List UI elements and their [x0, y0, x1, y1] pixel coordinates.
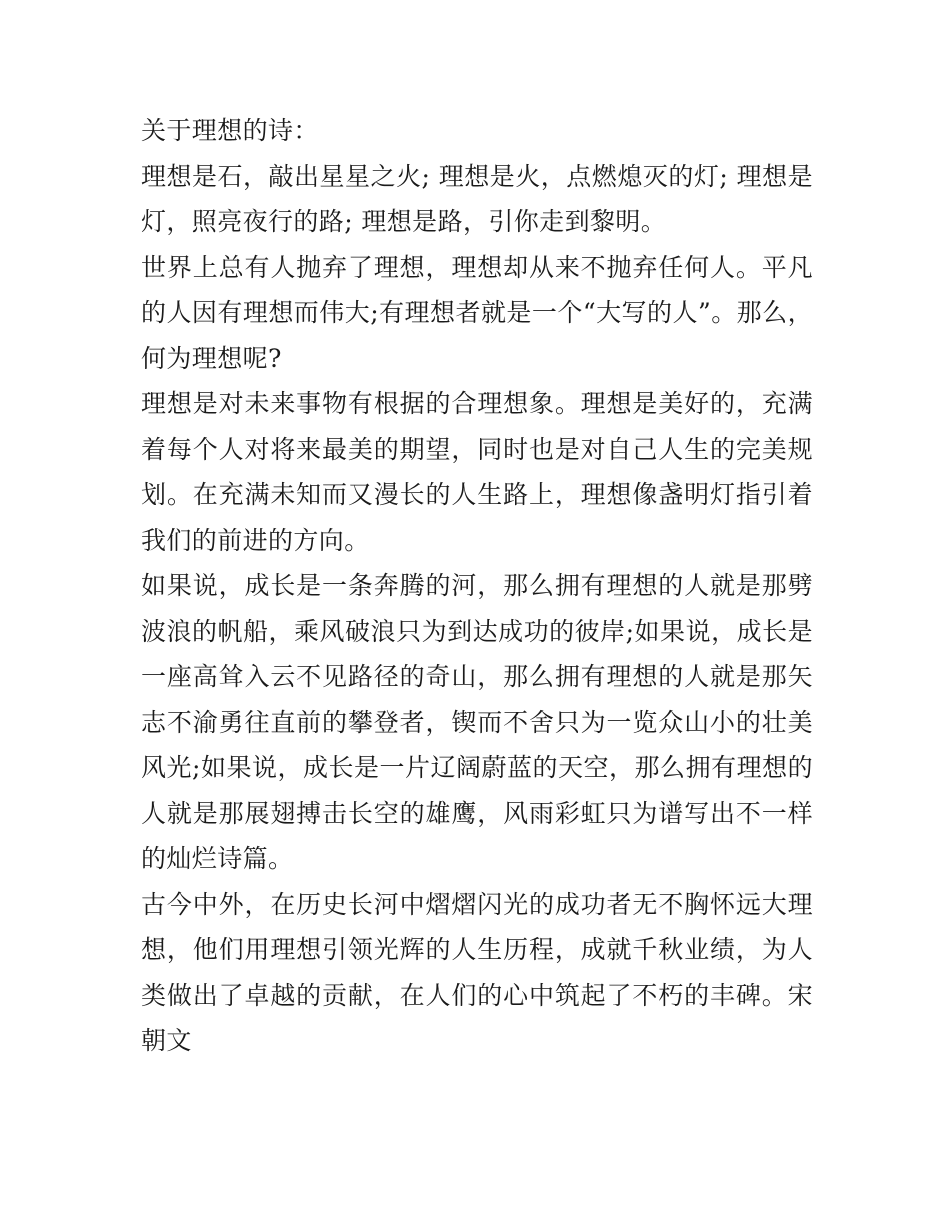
paragraph-poem: 理想是石，敲出星星之火; 理想是火，点燃熄灭的灯; 理想是灯，照亮夜行的路; 理想是路，引你走到黎明。 [141, 161, 813, 236]
document-body [141, 108, 813, 1064]
paragraph-intro: 世界上总有人抛弃了理想，理想却从来不抛弃任何人。平凡的人因有理想而伟大;有理想者就是一个“大写的人”。那么，何为理想呢? [141, 252, 813, 373]
paragraph-definition: 理想是对未来事物有根据的合理想象。理想是美好的，充满着每个人对将来最美的期望，同时也是对自己人生的完美规划。在充满未知而又漫长的人生路上，理想像盏明灯指引着我们的前进的方向。 [141, 389, 813, 555]
document-heading: 关于理想的诗： [141, 116, 319, 145]
paragraph-metaphors: 如果说，成长是一条奔腾的河，那么拥有理想的人就是那劈波浪的帆船，乘风破浪只为到达成功的彼岸;如果说，成长是一座高耸入云不见路径的奇山，那么拥有理想的人就是那矢志不渝勇往直前的攀登者，锲而不舍只为一览众山小的壮美风光;如果说，成长是一片辽阔蔚蓝的天空，那么拥有理想的人就是那展翅搏击长空的雄鹰，风雨彩虹只为谱写出不一样的灿烂诗篇。 [141, 571, 813, 873]
paragraph-history: 古今中外，在历史长河中熠熠闪光的成功者无不胸怀远大理想，他们用理想引领光辉的人生历程，成就千秋业绩，为人类做出了卓越的贡献，在人们的心中筑起了不朽的丰碑。宋朝文 [141, 889, 813, 1055]
